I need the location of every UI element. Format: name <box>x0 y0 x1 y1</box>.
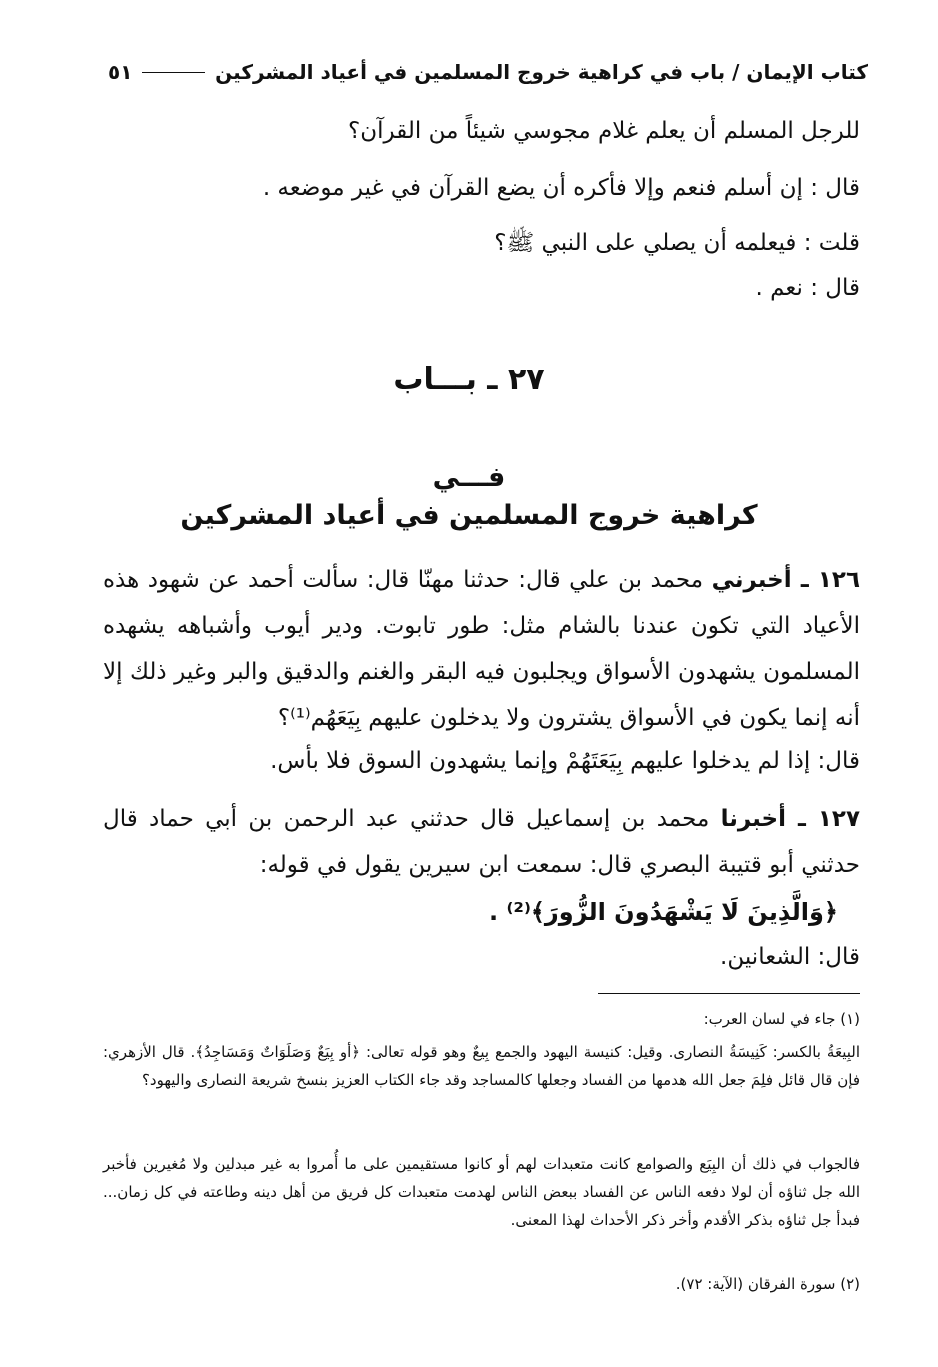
running-header <box>108 52 868 92</box>
header-title: كتاب الإيمان / باب في كراهية خروج المسلمين في أعياد المشركين <box>215 60 868 84</box>
footnote-separator <box>598 993 860 994</box>
hadith-126-reply: قال: إذا لم يدخلوا عليهم بِيَعَتَهُمْ وإنما يشهدون السوق فلا بأس. <box>270 748 860 774</box>
chapter-subtitle: كراهية خروج المسلمين في أعياد المشركين <box>180 500 758 531</box>
hadith-126 <box>103 557 860 741</box>
intro-line-4: قال : نعم . <box>755 275 860 301</box>
footnote-1-body-2: فالجواب في ذلك أن البِيَع والصوامع كانت متعبدات لهم أو كانوا مستقيمين على ما أُمروا به غير مبدلين ولا مُغيرين فأخبر الله جل ثناؤه أن لولا دفعه الناس عن الفساد ببعض الناس لهدمت متعبدات كل فريق من أهل دينه وطاعته في كل زمان... فبدأ جل ثناؤه بذكر الأقدم وأخر ذكر الأحداث لهذا المعنى. <box>103 1155 860 1229</box>
intro-line-2: قال : إن أسلم فنعم وإلا فأكره أن يضع القرآن في غير موضعه . <box>262 175 860 201</box>
hadith-126-text: محمد بن علي قال: حدثنا مهنّا قال: سألت أحمد عن شهود هذه الأعياد التي تكون عندنا بالشام مثل: طور تابوت. ودير أيوب وأشباهه يشهده المسلمون يشهدون الأسواق ويجلبون فيه البقر والغنم والدقيق والبر وغير ذلك إلا أنه إنما يكون في الأسواق يشترون ولا يدخلون عليهم بِيَعَهُم⁽¹⁾؟ <box>103 567 860 731</box>
page-number: ٥١ <box>108 60 133 84</box>
footnote-1-label: (١) جاء في لسان العرب: <box>703 1010 860 1028</box>
chapter-fi: فـــي <box>432 462 506 493</box>
hadith-127-lead: ١٢٧ ـ أخبرنا <box>720 806 860 832</box>
chapter-number-title: ٢٧ ـ بـــاب <box>393 362 545 397</box>
footnote-2: (٢) سورة الفرقان (الآية: ٧٢). <box>675 1275 860 1293</box>
hadith-127 <box>103 796 860 888</box>
hadith-127-text: محمد بن إسماعيل قال حدثني عبد الرحمن بن أبي حماد قال حدثني أبو قتيبة البصري قال: سمعت ابن سيرين يقول في قوله: <box>103 806 860 878</box>
intro-line-3: قلت : فيعلمه أن يصلي على النبي ﷺ؟ <box>494 230 860 256</box>
hadith-127-reply: قال: الشعانين. <box>720 944 860 970</box>
quran-verse: ﴿وَالَّذِينَ لَا يَشْهَدُونَ الزُّورَ﴾⁽²⁾ . <box>489 898 838 926</box>
footnote-1-body: البِيعَةُ بالكسر: كَنِيسَةُ النصارى. وقيل: كنيسة اليهود والجمع بِيعٌ وهو قوله تعالى: ﴿أو بِيَعٌ وَصَلَوَاتٌ وَمَسَاجِدُ﴾. قال الأزهري: فإن قال قائل فلِمَ جعل الله هدمها من الفساد وجعلها كالمساجد وقد جاء الكتاب العزيز بنسخ شريعة النصارى واليهود؟ <box>103 1043 860 1089</box>
intro-line-1: للرجل المسلم أن يعلم غلام مجوسي شيئاً من القرآن؟ <box>348 118 860 144</box>
hadith-126-lead: ١٢٦ ـ أخبرني <box>711 567 860 593</box>
header-rule <box>142 72 205 73</box>
